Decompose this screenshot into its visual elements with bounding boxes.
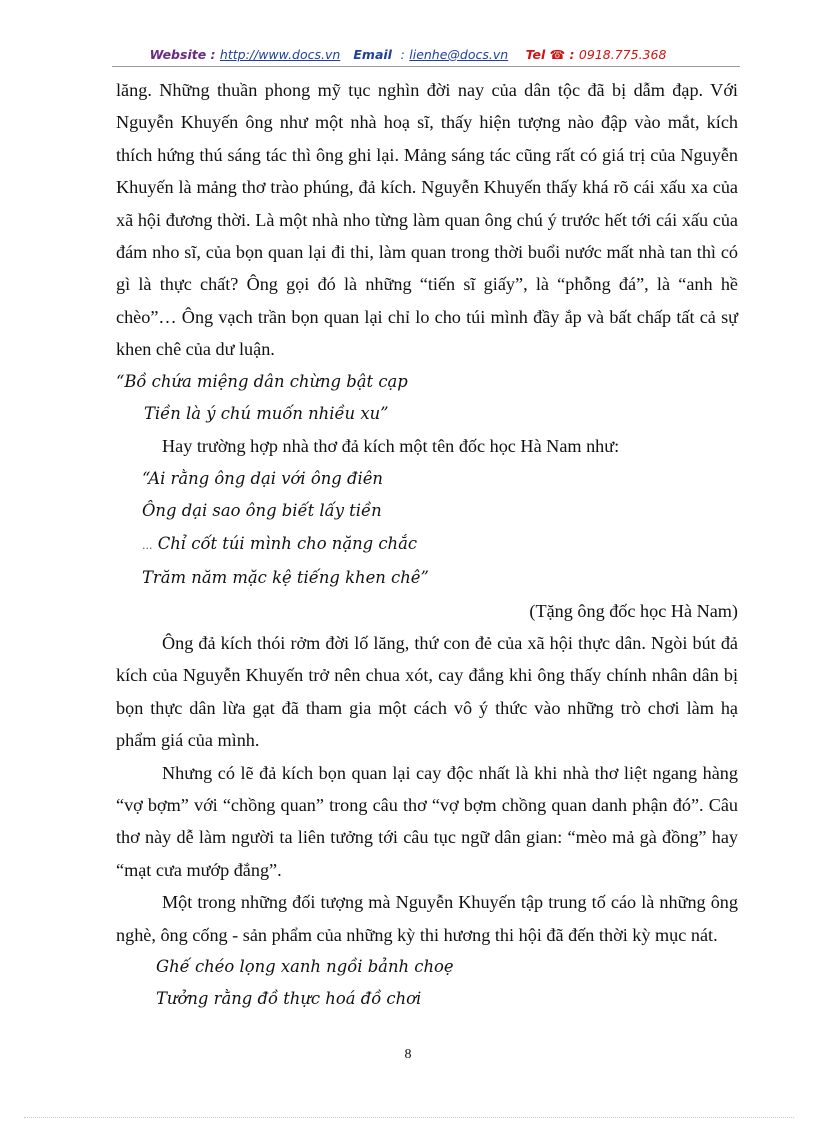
email-label: Email [353,47,392,62]
poem-line [116,528,738,562]
page-header [0,47,816,62]
poem-line: Tiền là ý chú muốn nhiều xu” [144,404,389,424]
paragraph-3: Ông đả kích thói rởm đời lố lăng, thứ con đẻ của xã hội thực dân. Ngòi bút đả kích của Nguyễn Khuyến trở nên chua xót, cay đắng khi ông thấy chính nhân dân bị bọn thực dân lừa gạt đã tham gia một cách vô ý thức vào những trò chơi làm hạ phẩm giá của mình. [116,632,738,751]
website-link[interactable]: http://www.docs.vn [219,47,341,62]
paragraph-2: Hay trường hợp nhà thơ đả kích một tên đốc học Hà Nam như: [162,436,620,457]
poem-2 [116,463,738,595]
poem-line-text: Chỉ cốt túi mình cho nặng chắc [157,533,418,553]
paragraph-5: Một trong những đối tượng mà Nguyễn Khuyến tập trung tố cáo là những ông nghè, ông cống - sản phẩm của những kỳ thi hương thi hội đã đến thời kỳ mục nát. [116,892,738,945]
website-label: Website : [149,47,216,62]
poem-line: Ghế chéo lọng xanh ngồi bảnh choẹ [156,956,454,976]
email-separator: : [400,47,405,62]
poem-line: Trăm năm mặc kệ tiếng khen chê” [142,568,429,588]
omission-mark: ... [142,538,153,552]
poem-line: “Ai rằng ông dại với ông điên [142,468,383,488]
footer-divider [24,1117,794,1118]
poem-line: Tưởng rằng đồ thực hoá đồ chơi [156,989,422,1009]
poem-1 [116,366,738,431]
poem-line: “Bồ chứa miệng dân chừng bật cạp [116,371,408,391]
poem-attribution: (Tặng ông đốc học Hà Nam) [529,600,738,621]
document-body [116,74,738,1016]
paragraph-4: Nhưng có lẽ đả kích bọn quan lại cay độc nhất là khi nhà thơ liệt ngang hàng “vợ bợm” với “chồng quan” trong câu thơ “vợ bợm chồng quan danh phận đó”. Câu thơ này dễ làm người ta liên tưởng tới câu tục ngữ dân gian: “mèo mả gà đồng” hay “mạt cưa mướp đắng”. [116,762,738,880]
poem-3 [116,951,738,1016]
page-number: 8 [404,1047,412,1062]
paragraph-1: lăng. Những thuần phong mỹ tục nghìn đời nay của dân tộc đã bị dẫm đạp. Với Nguyễn Khuyến ông như một nhà hoạ sĩ, thấy hiện tượng nào đập vào mắt, kích thích hứng thú sáng tác thì ông ghi lại. Mảng sáng tác cũng rất có giá trị của Nguyễn Khuyến là mảng thơ trào phúng, đả kích. Nguyễn Khuyến thấy khá rõ cái xấu xa của xã hội đương thời. Là một nhà nho từng làm quan ông chú ý trước hết tới cái xấu của đám nho sĩ, của bọn quan lại đi thi, làm quan trong thời buổi nước mất nhà tan thì có gì là thực chất? Ông gọi đó là những “tiến sĩ giấy”, là “phỗng đá”, là “anh hề chèo”… Ông vạch trần bọn quan lại chỉ lo cho túi mình đầy ắp và bất chấp tất cả sự khen chê của dư luận. [116,80,738,360]
tel-label: Tel ☎ : [525,47,575,62]
email-link[interactable]: lienhe@docs.vn [409,47,509,62]
header-divider [112,66,740,67]
tel-value: 0918.775.368 [578,47,667,62]
poem-line: Ông dại sao ông biết lấy tiền [142,501,382,521]
